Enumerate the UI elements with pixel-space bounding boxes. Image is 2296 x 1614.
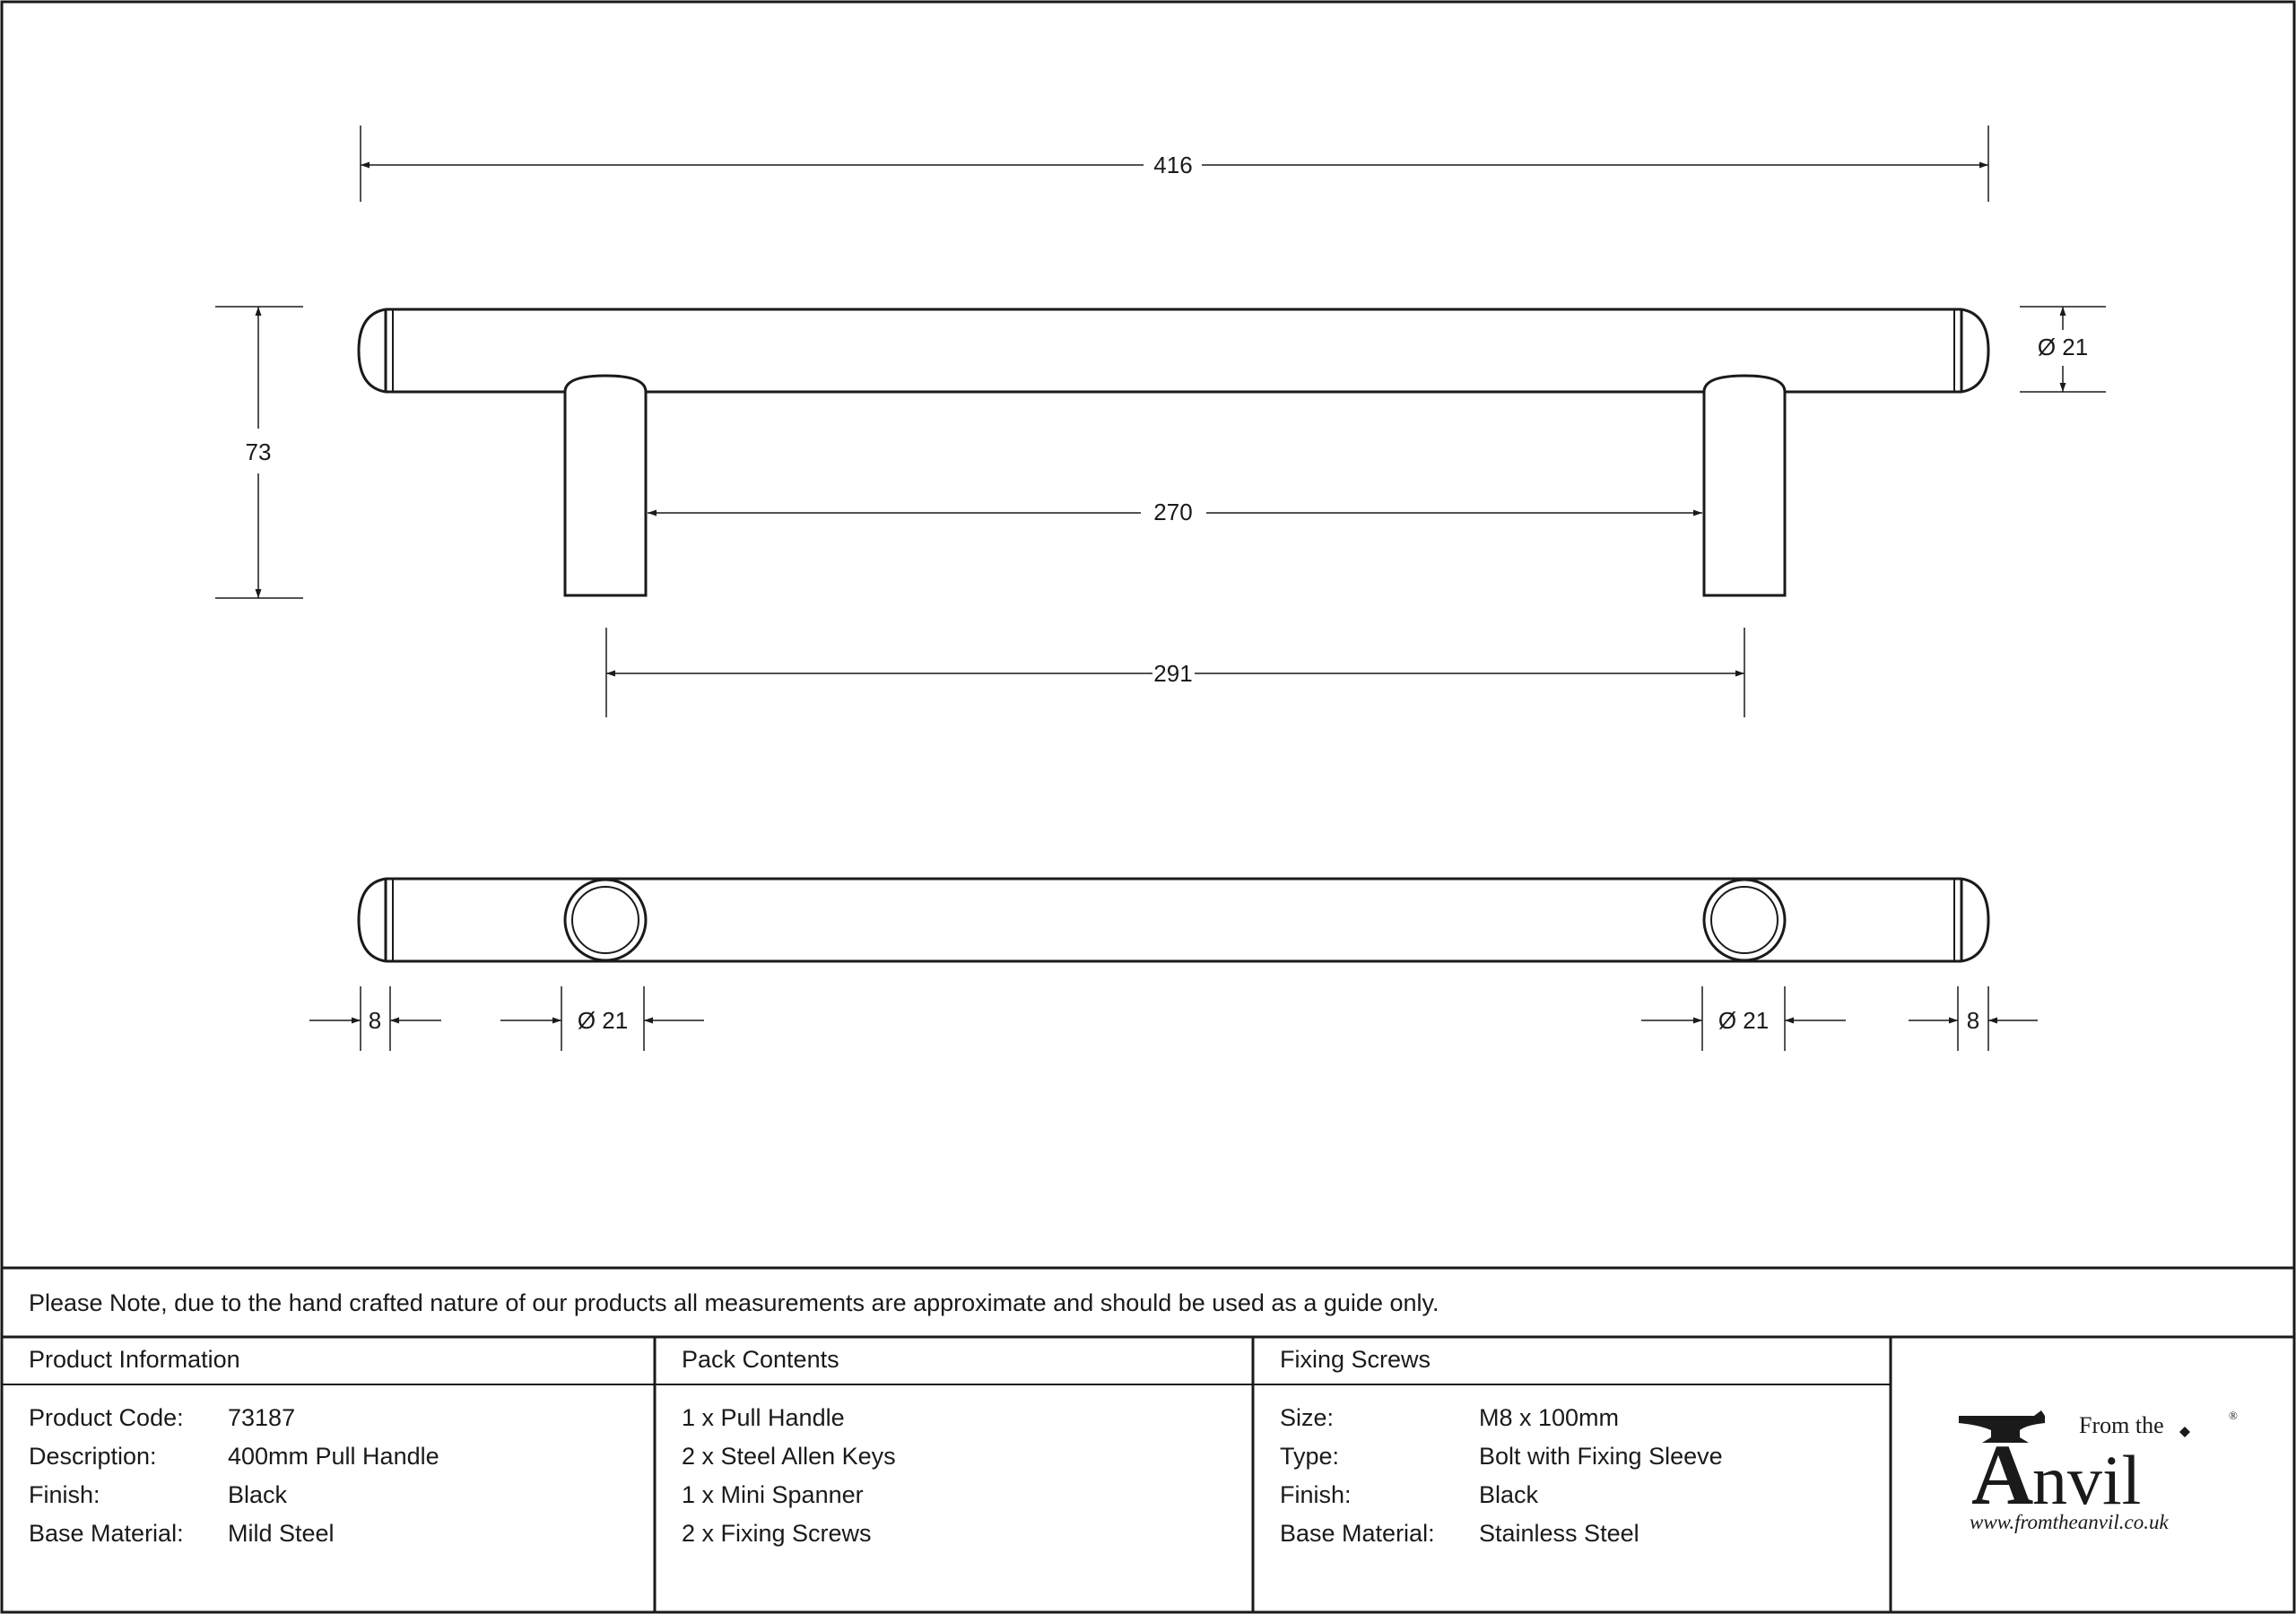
dim-label-post-left: Ø 21	[577, 1007, 629, 1034]
product-info-value: 400mm Pull Handle	[228, 1443, 439, 1470]
logo-url: www.fromtheanvil.co.uk	[1970, 1511, 2169, 1533]
product-info-value: Black	[228, 1481, 288, 1508]
left-post	[565, 376, 646, 595]
dim-label-height: 73	[245, 438, 272, 465]
dim-label-centres: 291	[1153, 660, 1193, 687]
left-end-cap	[359, 309, 386, 392]
dim-label-overall-length: 416	[1153, 152, 1193, 178]
plan-left-end-cap	[359, 879, 386, 961]
logo-registered-mark: ®	[2229, 1409, 2238, 1422]
plan-right-end-cap	[1961, 879, 1988, 961]
sheet-border	[2, 2, 2294, 1612]
plan-right-post-outer	[1704, 880, 1785, 960]
fixing-screws-label: Size:	[1280, 1404, 1335, 1431]
pack-contents-item: 2 x Steel Allen Keys	[682, 1443, 896, 1470]
product-info-heading: Product Information	[29, 1346, 240, 1373]
fixing-screws-value: Bolt with Fixing Sleeve	[1479, 1443, 1723, 1470]
product-info-label: Base Material:	[29, 1520, 184, 1547]
dim-label-inner-gap: 270	[1153, 499, 1193, 525]
dim-label-end-left: 8	[368, 1007, 382, 1034]
plan-left-post-outer	[565, 880, 646, 960]
dim-label-bar-diameter: Ø 21	[2037, 334, 2089, 360]
fixing-screws-value: Stainless Steel	[1479, 1520, 1639, 1547]
fixing-screws-value: Black	[1479, 1481, 1539, 1508]
front-view	[359, 309, 1988, 595]
diamond-icon	[2179, 1427, 2190, 1437]
pack-contents-item: 1 x Pull Handle	[682, 1404, 845, 1431]
anvil-logo-graphic	[1955, 1403, 2242, 1538]
fixing-screws-label: Type:	[1280, 1443, 1340, 1470]
product-info-label: Product Code:	[29, 1404, 184, 1431]
right-post	[1704, 376, 1785, 595]
product-info-label: Finish:	[29, 1481, 100, 1508]
pack-contents-item: 2 x Fixing Screws	[682, 1520, 872, 1547]
dim-label-end-right: 8	[1966, 1007, 1980, 1034]
title-block-grid	[2, 1268, 2294, 1612]
pack-contents-item: 1 x Mini Spanner	[682, 1481, 864, 1508]
disclaimer-note: Please Note, due to the hand crafted nature of our products all measurements are approximate and should be used as a guide only.	[29, 1289, 1439, 1316]
plan-view	[359, 879, 1988, 961]
fixing-screws-value: M8 x 100mm	[1479, 1404, 1620, 1431]
logo-from-the: From the	[2079, 1412, 2164, 1438]
product-info-value: 73187	[228, 1404, 296, 1431]
fixing-screws-label: Base Material:	[1280, 1520, 1435, 1547]
logo-brand-initial: A	[1971, 1427, 2034, 1523]
right-end-cap	[1961, 309, 1988, 392]
pack-contents-heading: Pack Contents	[682, 1346, 839, 1373]
logo-brand-name: nvil	[2032, 1441, 2142, 1519]
product-info-value: Mild Steel	[228, 1520, 335, 1547]
dim-label-post-right: Ø 21	[1718, 1007, 1770, 1034]
fixing-screws-heading: Fixing Screws	[1280, 1346, 1431, 1373]
brand-logo	[1955, 1403, 2242, 1538]
fixing-screws-label: Finish:	[1280, 1481, 1352, 1508]
product-info-label: Description:	[29, 1443, 157, 1470]
